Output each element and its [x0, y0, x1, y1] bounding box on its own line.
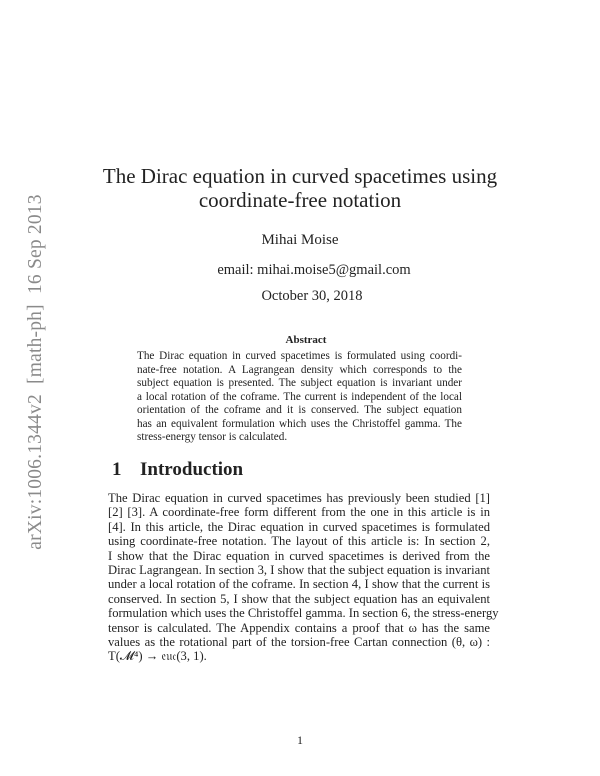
title-line: The Dirac equation in curved spacetimes using — [102, 164, 498, 188]
abstract-line: stress-energy tensor is calculated. — [137, 431, 288, 443]
body-line: tensor is calculated. The Appendix contains a proof that ω has the same — [108, 620, 490, 635]
body-line: conserved. In section 5, I show that the subject equation has an equivalent — [108, 591, 490, 606]
abstract-line: a local rotation of the coframe. The current is independent of the local — [137, 390, 462, 403]
abstract-line: has an equivalent formulation which uses the Christoffel gamma. The — [137, 417, 462, 430]
author-email: email: mihai.moise5@gmail.com — [217, 262, 411, 278]
body-line: I show that the Dirac equation in curved spacetimes is derived from the — [108, 548, 490, 563]
section-title: Introduction — [140, 459, 244, 480]
section-heading — [112, 459, 243, 481]
page-number: 1 — [297, 733, 303, 747]
body-line: The Dirac equation in curved spacetimes has previously been studied [1] — [108, 491, 490, 505]
body-line: Dirac Lagrangean. In section 3, I show that the subject equation is invariant — [108, 563, 490, 578]
section-number: 1 — [112, 459, 122, 480]
body-line: formulation which uses the Christoffel gamma. In section 6, the stress-energy — [108, 606, 499, 621]
abstract-heading: Abstract — [285, 334, 327, 346]
abstract-line: subject equation is presented. The subject equation is invariant under — [137, 377, 462, 389]
title-line: coordinate-free notation — [198, 188, 402, 212]
body-line: under a local rotation of the coframe. In section 4, I show that the current is — [108, 577, 490, 592]
body-line: [2] [3]. A coordinate-free form different from the one in this article is in — [108, 505, 490, 520]
abstract-line: The Dirac equation in curved spacetimes is formulated using coordi- — [137, 350, 462, 362]
author-name: Mihai Moise — [261, 232, 339, 248]
paper-title — [0, 164, 600, 212]
body-line: using coordinate-free notation. The layout of this article is: In section 2, — [108, 534, 490, 549]
introduction-paragraph — [108, 491, 499, 664]
arxiv-identifier-stamp: arXiv:1006.1344v2 [math-ph] 16 Sep 2013 — [25, 194, 46, 550]
body-line: T(𝓜⁴) → 𝔢𝔲𝔠(3, 1). — [108, 649, 207, 664]
body-line: values as the rotational part of the torsion-free Cartan connection (θ, ω) : — [108, 635, 490, 650]
abstract-line: orientation of the coframe and it is conserved. The subject equation — [137, 404, 462, 416]
paper-date: October 30, 2018 — [261, 288, 363, 304]
abstract-body — [137, 350, 462, 445]
abstract-line: nate-free notation. A Lagrangean density which corresponds to the — [137, 363, 462, 376]
body-line: [4]. In this article, the Dirac equation in curved spacetimes is formulated — [108, 519, 490, 534]
